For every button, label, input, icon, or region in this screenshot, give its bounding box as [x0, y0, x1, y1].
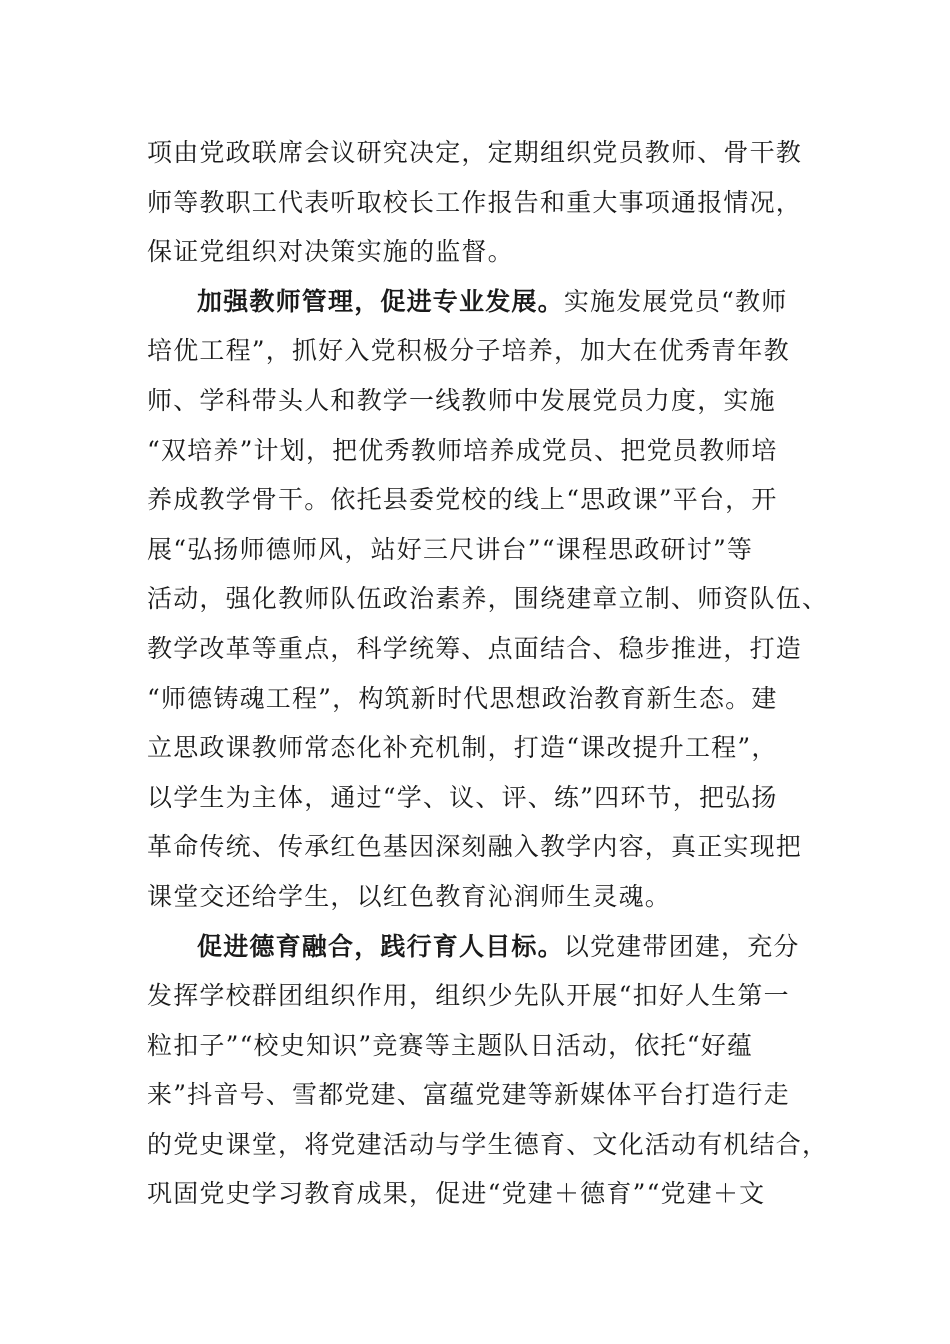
- text-line: 项由党政联席会议研究决定，定期组织党员教师、骨干教: [147, 138, 803, 167]
- text-line: 教学改革等重点，科学统筹、点面结合、稳步推进，打造: [147, 633, 803, 663]
- text-line: 养成教学骨干。依托县委党校的线上“思政课”平台，开: [147, 485, 778, 515]
- text-line: 展“弘扬师德师风，站好三尺讲台”“课程思政研讨”等: [147, 534, 754, 564]
- paragraph-heading: 促进德育融合，践行育人目标。: [197, 931, 564, 961]
- paragraph-heading: 加强教师管理，促进专业发展。: [197, 286, 564, 316]
- text-line: 立思政课教师常态化补充机制，打造“课改提升工程”，: [147, 733, 778, 763]
- paragraph-heading-line: 加强教师管理，促进专业发展。实施发展党员“教师: [197, 286, 788, 316]
- text-line: 粒扣子”“校史知识”竞赛等主题队日活动，依托“好蕴: [147, 1030, 754, 1060]
- text-line: “双培养”计划，把优秀教师培养成党员、把党员教师培: [147, 435, 778, 465]
- text-line: 师等教职工代表听取校长工作报告和重大事项通报情况，: [147, 187, 803, 217]
- text-line: 课堂交还给学生，以红色教育沁润师生灵魂。: [147, 881, 672, 911]
- text-line: “师德铸魂工程”，构筑新时代思想政治教育新生态。建: [147, 683, 778, 713]
- text-line: 活动，强化教师队伍政治素养，围绕建章立制、师资队伍、: [147, 584, 829, 614]
- text-line: 培优工程”，抓好入党积极分子培养，加大在优秀青年教: [147, 336, 790, 366]
- text-line: 以学生为主体，通过“学、议、评、练”四环节，把弘扬: [147, 782, 778, 812]
- text-line: 发挥学校群团组织作用，组织少先队开展“扣好人生第一: [147, 981, 790, 1011]
- text-line: 的党史课堂，将党建活动与学生德育、文化活动有机结合，: [147, 1129, 829, 1159]
- text-line: 保证党组织对决策实施的监督。: [147, 237, 514, 267]
- body-text: [147, 128, 829, 1219]
- text-line: 来”抖音号、雪都党建、富蕴党建等新媒体平台打造行走: [147, 1080, 790, 1110]
- text-line: 师、学科带头人和教学一线教师中发展党员力度，实施: [147, 385, 776, 415]
- text-line: 革命传统、传承红色基因深刻融入教学内容，真正实现把: [147, 832, 803, 862]
- paragraph-heading-line: 促进德育融合，践行育人目标。以党建带团建，充分: [197, 931, 800, 961]
- text-line: 巩固党史学习教育成果，促进“党建＋德育”“党建＋文: [147, 1179, 766, 1209]
